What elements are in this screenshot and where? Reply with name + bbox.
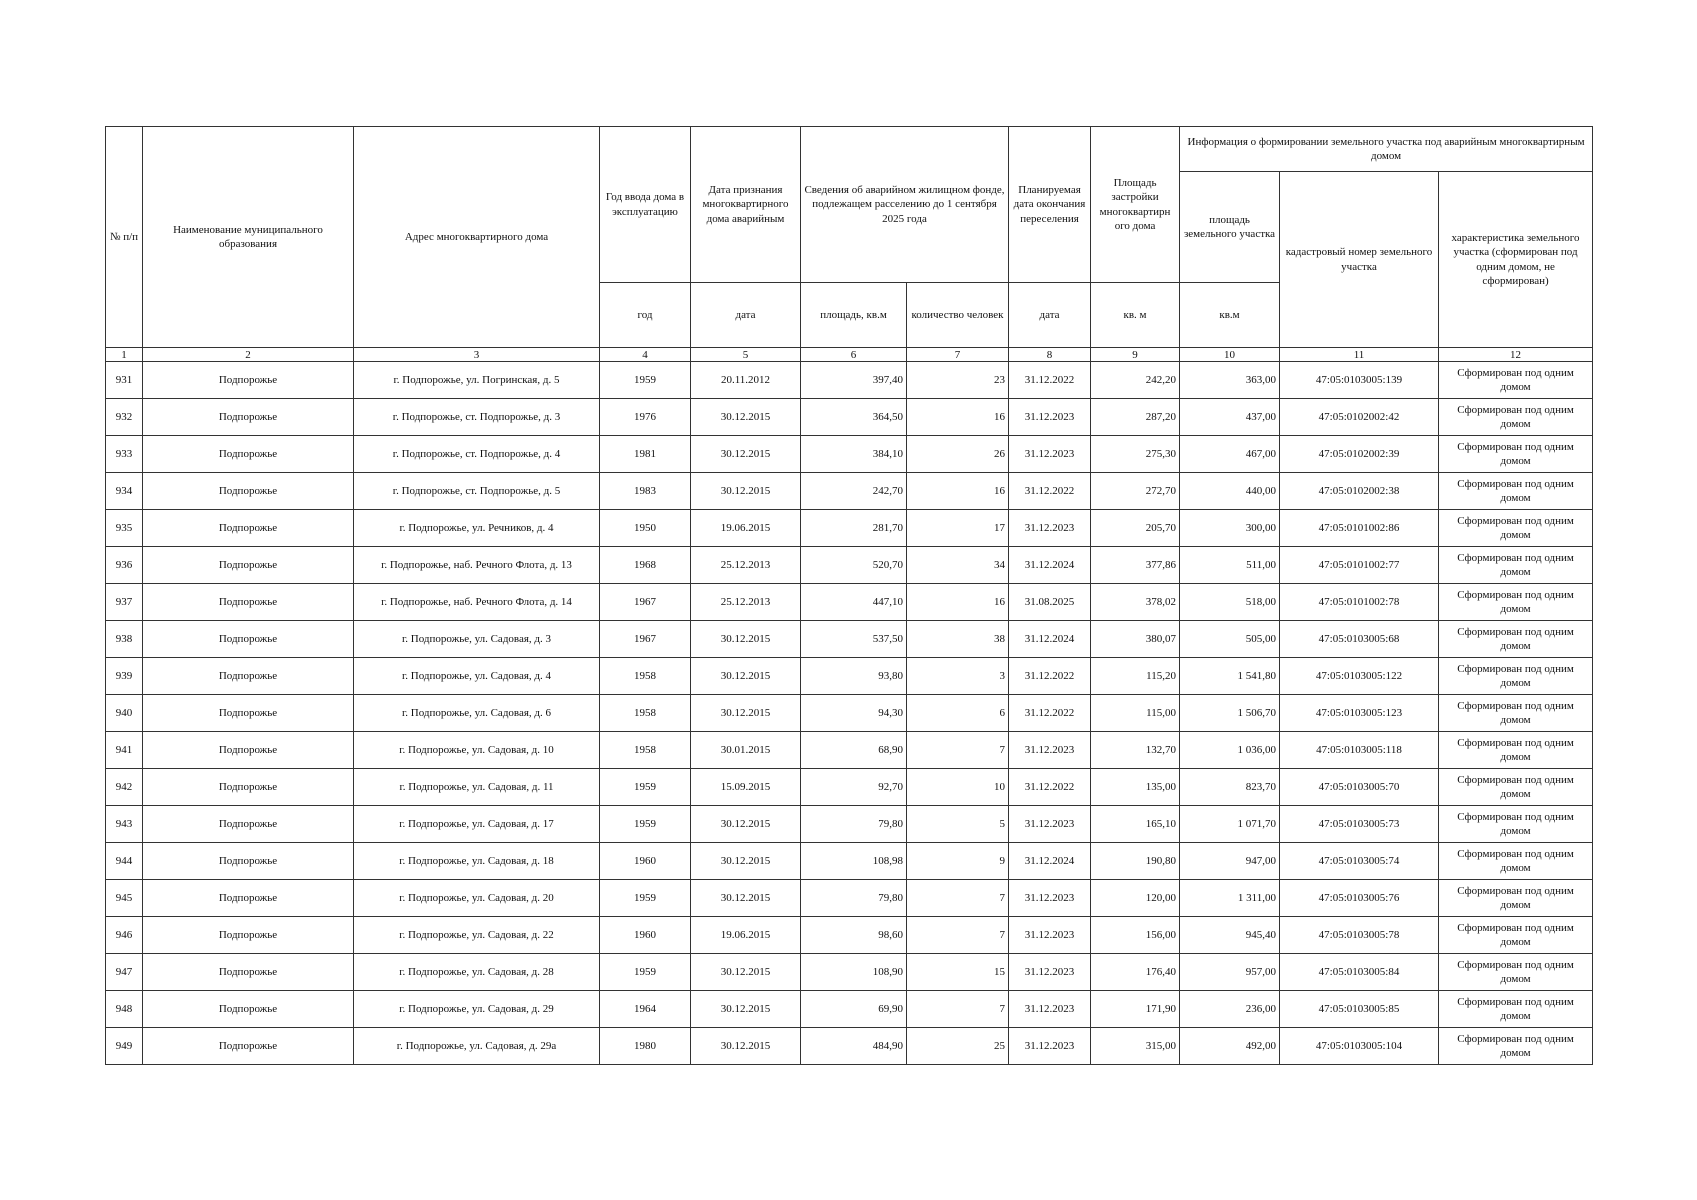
cell-land-status: Сформирован под одним домом xyxy=(1439,806,1593,843)
cell-area: 484,90 xyxy=(801,1028,907,1065)
cell-land-status: Сформирован под одним домом xyxy=(1439,843,1593,880)
cell-people: 26 xyxy=(907,436,1009,473)
cell-num: 948 xyxy=(106,991,143,1028)
table-row xyxy=(106,732,1593,769)
cell-built-area: 115,20 xyxy=(1091,658,1180,695)
cell-land-status: Сформирован под одним домом xyxy=(1439,510,1593,547)
cell-people: 7 xyxy=(907,917,1009,954)
cell-date-recognized: 30.12.2015 xyxy=(691,621,801,658)
cell-people: 7 xyxy=(907,732,1009,769)
cell-planned-date: 31.12.2023 xyxy=(1009,806,1091,843)
cell-municipality: Подпорожье xyxy=(143,880,354,917)
table-row xyxy=(106,991,1593,1028)
cell-built-area: 135,00 xyxy=(1091,769,1180,806)
cell-planned-date: 31.08.2025 xyxy=(1009,584,1091,621)
cell-built-area: 315,00 xyxy=(1091,1028,1180,1065)
cell-municipality: Подпорожье xyxy=(143,1028,354,1065)
cell-address: г. Подпорожье, ул. Садовая, д. 20 xyxy=(354,880,600,917)
emergency-housing-table xyxy=(105,126,1593,1065)
table-row xyxy=(106,473,1593,510)
cell-planned-date: 31.12.2022 xyxy=(1009,473,1091,510)
cell-year-built: 1960 xyxy=(600,917,691,954)
cell-planned-date: 31.12.2023 xyxy=(1009,954,1091,991)
cell-cadastral: 47:05:0103005:70 xyxy=(1280,769,1439,806)
cell-people: 7 xyxy=(907,991,1009,1028)
table-row xyxy=(106,880,1593,917)
header-num: № п/п xyxy=(106,127,143,348)
cell-people: 15 xyxy=(907,954,1009,991)
cell-cadastral: 47:05:0103005:68 xyxy=(1280,621,1439,658)
cell-land-area: 492,00 xyxy=(1180,1028,1280,1065)
table-row xyxy=(106,399,1593,436)
column-number: 12 xyxy=(1439,348,1593,362)
cell-municipality: Подпорожье xyxy=(143,991,354,1028)
cell-land-area: 1 311,00 xyxy=(1180,880,1280,917)
cell-cadastral: 47:05:0103005:76 xyxy=(1280,880,1439,917)
cell-num: 946 xyxy=(106,917,143,954)
cell-area: 281,70 xyxy=(801,510,907,547)
cell-land-area: 363,00 xyxy=(1180,362,1280,399)
column-number: 11 xyxy=(1280,348,1439,362)
cell-address: г. Подпорожье, ул. Садовая, д. 18 xyxy=(354,843,600,880)
table-row xyxy=(106,621,1593,658)
column-number: 9 xyxy=(1091,348,1180,362)
cell-address: г. Подпорожье, ул. Речников, д. 4 xyxy=(354,510,600,547)
cell-date-recognized: 30.12.2015 xyxy=(691,436,801,473)
cell-cadastral: 47:05:0101002:86 xyxy=(1280,510,1439,547)
cell-municipality: Подпорожье xyxy=(143,362,354,399)
cell-land-area: 1 071,70 xyxy=(1180,806,1280,843)
cell-municipality: Подпорожье xyxy=(143,769,354,806)
cell-date-recognized: 30.12.2015 xyxy=(691,695,801,732)
unit-date: дата xyxy=(691,283,801,348)
cell-municipality: Подпорожье xyxy=(143,436,354,473)
cell-area: 79,80 xyxy=(801,806,907,843)
cell-municipality: Подпорожье xyxy=(143,584,354,621)
cell-land-area: 1 036,00 xyxy=(1180,732,1280,769)
cell-people: 17 xyxy=(907,510,1009,547)
table-row xyxy=(106,362,1593,399)
cell-address: г. Подпорожье, ул. Погринская, д. 5 xyxy=(354,362,600,399)
unit-year: год xyxy=(600,283,691,348)
cell-land-status: Сформирован под одним домом xyxy=(1439,732,1593,769)
column-number-row xyxy=(106,348,1593,362)
cell-people: 5 xyxy=(907,806,1009,843)
cell-year-built: 1959 xyxy=(600,880,691,917)
cell-year-built: 1983 xyxy=(600,473,691,510)
cell-area: 384,10 xyxy=(801,436,907,473)
cell-built-area: 176,40 xyxy=(1091,954,1180,991)
header-year-built: Год ввода дома в эксплуатацию xyxy=(600,127,691,283)
column-number: 1 xyxy=(106,348,143,362)
cell-built-area: 272,70 xyxy=(1091,473,1180,510)
cell-num: 947 xyxy=(106,954,143,991)
table-row xyxy=(106,1028,1593,1065)
cell-built-area: 378,02 xyxy=(1091,584,1180,621)
cell-people: 23 xyxy=(907,362,1009,399)
cell-land-status: Сформирован под одним домом xyxy=(1439,880,1593,917)
cell-date-recognized: 30.12.2015 xyxy=(691,399,801,436)
cell-address: г. Подпорожье, ул. Садовая, д. 10 xyxy=(354,732,600,769)
table-row xyxy=(106,843,1593,880)
cell-date-recognized: 30.12.2015 xyxy=(691,1028,801,1065)
cell-land-area: 945,40 xyxy=(1180,917,1280,954)
cell-built-area: 377,86 xyxy=(1091,547,1180,584)
cell-land-status: Сформирован под одним домом xyxy=(1439,695,1593,732)
cell-land-area: 957,00 xyxy=(1180,954,1280,991)
cell-date-recognized: 30.12.2015 xyxy=(691,658,801,695)
cell-year-built: 1958 xyxy=(600,658,691,695)
cell-built-area: 132,70 xyxy=(1091,732,1180,769)
cell-municipality: Подпорожье xyxy=(143,510,354,547)
cell-year-built: 1958 xyxy=(600,695,691,732)
cell-area: 93,80 xyxy=(801,658,907,695)
header-built-area: Площадь застройки многоквартирн ого дома xyxy=(1091,127,1180,283)
cell-num: 933 xyxy=(106,436,143,473)
cell-year-built: 1981 xyxy=(600,436,691,473)
table-row xyxy=(106,547,1593,584)
cell-address: г. Подпорожье, ул. Садовая, д. 29 xyxy=(354,991,600,1028)
cell-num: 937 xyxy=(106,584,143,621)
header-land-info: Информация о формировании земельного участка под аварийным многоквартирным домом xyxy=(1180,127,1593,172)
cell-people: 16 xyxy=(907,584,1009,621)
cell-land-area: 947,00 xyxy=(1180,843,1280,880)
cell-address: г. Подпорожье, ул. Садовая, д. 17 xyxy=(354,806,600,843)
cell-cadastral: 47:05:0103005:84 xyxy=(1280,954,1439,991)
cell-built-area: 287,20 xyxy=(1091,399,1180,436)
cell-date-recognized: 25.12.2013 xyxy=(691,547,801,584)
cell-municipality: Подпорожье xyxy=(143,547,354,584)
table-row xyxy=(106,917,1593,954)
cell-land-area: 511,00 xyxy=(1180,547,1280,584)
unit-land-sqm: кв.м xyxy=(1180,283,1280,348)
cell-date-recognized: 30.01.2015 xyxy=(691,732,801,769)
cell-built-area: 156,00 xyxy=(1091,917,1180,954)
cell-municipality: Подпорожье xyxy=(143,473,354,510)
cell-address: г. Подпорожье, ул. Садовая, д. 28 xyxy=(354,954,600,991)
cell-people: 38 xyxy=(907,621,1009,658)
table-row xyxy=(106,436,1593,473)
cell-year-built: 1959 xyxy=(600,954,691,991)
cell-year-built: 1967 xyxy=(600,584,691,621)
cell-municipality: Подпорожье xyxy=(143,621,354,658)
cell-municipality: Подпорожье xyxy=(143,658,354,695)
unit-built-sqm: кв. м xyxy=(1091,283,1180,348)
cell-year-built: 1950 xyxy=(600,510,691,547)
cell-num: 943 xyxy=(106,806,143,843)
cell-address: г. Подпорожье, ул. Садовая, д. 11 xyxy=(354,769,600,806)
cell-cadastral: 47:05:0103005:74 xyxy=(1280,843,1439,880)
column-number: 4 xyxy=(600,348,691,362)
cell-num: 935 xyxy=(106,510,143,547)
cell-land-status: Сформирован под одним домом xyxy=(1439,991,1593,1028)
cell-planned-date: 31.12.2023 xyxy=(1009,880,1091,917)
cell-num: 949 xyxy=(106,1028,143,1065)
unit-area: площадь, кв.м xyxy=(801,283,907,348)
cell-land-area: 505,00 xyxy=(1180,621,1280,658)
cell-num: 936 xyxy=(106,547,143,584)
cell-num: 945 xyxy=(106,880,143,917)
cell-land-status: Сформирован под одним домом xyxy=(1439,584,1593,621)
column-number: 10 xyxy=(1180,348,1280,362)
cell-year-built: 1980 xyxy=(600,1028,691,1065)
table-row xyxy=(106,806,1593,843)
cell-built-area: 190,80 xyxy=(1091,843,1180,880)
cell-land-status: Сформирован под одним домом xyxy=(1439,547,1593,584)
cell-address: г. Подпорожье, наб. Речного Флота, д. 13 xyxy=(354,547,600,584)
cell-num: 932 xyxy=(106,399,143,436)
cell-built-area: 120,00 xyxy=(1091,880,1180,917)
cell-land-area: 1 541,80 xyxy=(1180,658,1280,695)
cell-land-area: 300,00 xyxy=(1180,510,1280,547)
cell-cadastral: 47:05:0103005:73 xyxy=(1280,806,1439,843)
cell-people: 9 xyxy=(907,843,1009,880)
cell-cadastral: 47:05:0102002:42 xyxy=(1280,399,1439,436)
cell-municipality: Подпорожье xyxy=(143,732,354,769)
cell-planned-date: 31.12.2023 xyxy=(1009,991,1091,1028)
cell-area: 397,40 xyxy=(801,362,907,399)
column-number: 5 xyxy=(691,348,801,362)
cell-num: 934 xyxy=(106,473,143,510)
cell-people: 34 xyxy=(907,547,1009,584)
header-land-char: характеристика земельного участка (сформирован под одним домом, не сформирован) xyxy=(1439,172,1593,348)
cell-address: г. Подпорожье, ст. Подпорожье, д. 5 xyxy=(354,473,600,510)
cell-land-status: Сформирован под одним домом xyxy=(1439,473,1593,510)
cell-built-area: 171,90 xyxy=(1091,991,1180,1028)
cell-date-recognized: 20.11.2012 xyxy=(691,362,801,399)
column-number: 2 xyxy=(143,348,354,362)
cell-land-status: Сформирован под одним домом xyxy=(1439,362,1593,399)
cell-planned-date: 31.12.2023 xyxy=(1009,917,1091,954)
cell-built-area: 165,10 xyxy=(1091,806,1180,843)
header-address: Адрес многоквартирного дома xyxy=(354,127,600,348)
cell-area: 537,50 xyxy=(801,621,907,658)
cell-area: 92,70 xyxy=(801,769,907,806)
cell-date-recognized: 30.12.2015 xyxy=(691,806,801,843)
cell-area: 447,10 xyxy=(801,584,907,621)
cell-num: 944 xyxy=(106,843,143,880)
cell-area: 242,70 xyxy=(801,473,907,510)
cell-municipality: Подпорожье xyxy=(143,806,354,843)
cell-year-built: 1958 xyxy=(600,732,691,769)
cell-land-area: 1 506,70 xyxy=(1180,695,1280,732)
cell-cadastral: 47:05:0103005:122 xyxy=(1280,658,1439,695)
column-number: 8 xyxy=(1009,348,1091,362)
cell-land-area: 467,00 xyxy=(1180,436,1280,473)
cell-cadastral: 47:05:0102002:38 xyxy=(1280,473,1439,510)
table-row xyxy=(106,695,1593,732)
cell-municipality: Подпорожье xyxy=(143,917,354,954)
cell-planned-date: 31.12.2022 xyxy=(1009,695,1091,732)
cell-planned-date: 31.12.2022 xyxy=(1009,658,1091,695)
cell-planned-date: 31.12.2023 xyxy=(1009,732,1091,769)
header-planned-date: Планируемая дата окончания переселения xyxy=(1009,127,1091,283)
cell-area: 68,90 xyxy=(801,732,907,769)
cell-address: г. Подпорожье, ул. Садовая, д. 6 xyxy=(354,695,600,732)
cell-date-recognized: 19.06.2015 xyxy=(691,510,801,547)
cell-people: 6 xyxy=(907,695,1009,732)
cell-municipality: Подпорожье xyxy=(143,399,354,436)
cell-built-area: 380,07 xyxy=(1091,621,1180,658)
cell-num: 942 xyxy=(106,769,143,806)
cell-municipality: Подпорожье xyxy=(143,695,354,732)
cell-municipality: Подпорожье xyxy=(143,843,354,880)
cell-num: 940 xyxy=(106,695,143,732)
header-fund-info: Сведения об аварийном жилищном фонде, подлежащем расселению до 1 сентября 2025 года xyxy=(801,127,1009,283)
cell-num: 938 xyxy=(106,621,143,658)
cell-planned-date: 31.12.2024 xyxy=(1009,547,1091,584)
cell-year-built: 1968 xyxy=(600,547,691,584)
table-row xyxy=(106,658,1593,695)
cell-num: 931 xyxy=(106,362,143,399)
table-row xyxy=(106,954,1593,991)
cell-land-status: Сформирован под одним домом xyxy=(1439,621,1593,658)
cell-year-built: 1959 xyxy=(600,362,691,399)
header-row-1 xyxy=(106,127,1593,172)
cell-municipality: Подпорожье xyxy=(143,954,354,991)
cell-cadastral: 47:05:0102002:39 xyxy=(1280,436,1439,473)
cell-land-area: 440,00 xyxy=(1180,473,1280,510)
cell-address: г. Подпорожье, ст. Подпорожье, д. 3 xyxy=(354,399,600,436)
header-date-recognized: Дата признания многоквартирного дома аварийным xyxy=(691,127,801,283)
cell-year-built: 1960 xyxy=(600,843,691,880)
cell-date-recognized: 19.06.2015 xyxy=(691,917,801,954)
cell-people: 7 xyxy=(907,880,1009,917)
cell-planned-date: 31.12.2023 xyxy=(1009,1028,1091,1065)
cell-date-recognized: 30.12.2015 xyxy=(691,880,801,917)
cell-planned-date: 31.12.2022 xyxy=(1009,362,1091,399)
unit-people: количество человек xyxy=(907,283,1009,348)
cell-area: 520,70 xyxy=(801,547,907,584)
cell-land-status: Сформирован под одним домом xyxy=(1439,954,1593,991)
cell-year-built: 1959 xyxy=(600,769,691,806)
cell-cadastral: 47:05:0103005:118 xyxy=(1280,732,1439,769)
cell-address: г. Подпорожье, ст. Подпорожье, д. 4 xyxy=(354,436,600,473)
cell-area: 108,98 xyxy=(801,843,907,880)
cell-date-recognized: 25.12.2013 xyxy=(691,584,801,621)
cell-date-recognized: 30.12.2015 xyxy=(691,843,801,880)
cell-address: г. Подпорожье, ул. Садовая, д. 22 xyxy=(354,917,600,954)
column-number: 6 xyxy=(801,348,907,362)
cell-land-status: Сформирован под одним домом xyxy=(1439,399,1593,436)
table-row xyxy=(106,584,1593,621)
cell-address: г. Подпорожье, наб. Речного Флота, д. 14 xyxy=(354,584,600,621)
cell-address: г. Подпорожье, ул. Садовая, д. 4 xyxy=(354,658,600,695)
cell-address: г. Подпорожье, ул. Садовая, д. 3 xyxy=(354,621,600,658)
cell-land-status: Сформирован под одним домом xyxy=(1439,1028,1593,1065)
cell-planned-date: 31.12.2023 xyxy=(1009,510,1091,547)
cell-land-status: Сформирован под одним домом xyxy=(1439,658,1593,695)
cell-date-recognized: 15.09.2015 xyxy=(691,769,801,806)
unit-planned-date: дата xyxy=(1009,283,1091,348)
cell-people: 16 xyxy=(907,473,1009,510)
cell-cadastral: 47:05:0101002:78 xyxy=(1280,584,1439,621)
cell-built-area: 242,20 xyxy=(1091,362,1180,399)
cell-people: 10 xyxy=(907,769,1009,806)
cell-land-area: 437,00 xyxy=(1180,399,1280,436)
cell-built-area: 205,70 xyxy=(1091,510,1180,547)
cell-planned-date: 31.12.2024 xyxy=(1009,843,1091,880)
header-municipality: Наименование муниципального образования xyxy=(143,127,354,348)
cell-built-area: 115,00 xyxy=(1091,695,1180,732)
cell-built-area: 275,30 xyxy=(1091,436,1180,473)
cell-land-area: 823,70 xyxy=(1180,769,1280,806)
cell-area: 94,30 xyxy=(801,695,907,732)
cell-area: 69,90 xyxy=(801,991,907,1028)
cell-year-built: 1976 xyxy=(600,399,691,436)
cell-land-area: 518,00 xyxy=(1180,584,1280,621)
cell-planned-date: 31.12.2024 xyxy=(1009,621,1091,658)
cell-cadastral: 47:05:0103005:104 xyxy=(1280,1028,1439,1065)
cell-cadastral: 47:05:0103005:139 xyxy=(1280,362,1439,399)
cell-land-area: 236,00 xyxy=(1180,991,1280,1028)
cell-year-built: 1967 xyxy=(600,621,691,658)
cell-date-recognized: 30.12.2015 xyxy=(691,991,801,1028)
cell-date-recognized: 30.12.2015 xyxy=(691,473,801,510)
cell-date-recognized: 30.12.2015 xyxy=(691,954,801,991)
cell-planned-date: 31.12.2022 xyxy=(1009,769,1091,806)
cell-year-built: 1959 xyxy=(600,806,691,843)
cell-people: 3 xyxy=(907,658,1009,695)
cell-cadastral: 47:05:0103005:78 xyxy=(1280,917,1439,954)
column-number: 3 xyxy=(354,348,600,362)
cell-cadastral: 47:05:0103005:123 xyxy=(1280,695,1439,732)
cell-cadastral: 47:05:0103005:85 xyxy=(1280,991,1439,1028)
cell-area: 364,50 xyxy=(801,399,907,436)
cell-land-status: Сформирован под одним домом xyxy=(1439,436,1593,473)
cell-planned-date: 31.12.2023 xyxy=(1009,399,1091,436)
cell-planned-date: 31.12.2023 xyxy=(1009,436,1091,473)
cell-people: 25 xyxy=(907,1028,1009,1065)
cell-land-status: Сформирован под одним домом xyxy=(1439,917,1593,954)
cell-cadastral: 47:05:0101002:77 xyxy=(1280,547,1439,584)
table-row xyxy=(106,769,1593,806)
table-row xyxy=(106,510,1593,547)
cell-num: 939 xyxy=(106,658,143,695)
cell-land-status: Сформирован под одним домом xyxy=(1439,769,1593,806)
cell-year-built: 1964 xyxy=(600,991,691,1028)
cell-address: г. Подпорожье, ул. Садовая, д. 29а xyxy=(354,1028,600,1065)
cell-num: 941 xyxy=(106,732,143,769)
cell-area: 98,60 xyxy=(801,917,907,954)
header-cadastral: кадастровый номер земельного участка xyxy=(1280,172,1439,348)
cell-area: 79,80 xyxy=(801,880,907,917)
cell-area: 108,90 xyxy=(801,954,907,991)
header-land-area: площадь земельного участка xyxy=(1180,172,1280,283)
column-number: 7 xyxy=(907,348,1009,362)
cell-people: 16 xyxy=(907,399,1009,436)
